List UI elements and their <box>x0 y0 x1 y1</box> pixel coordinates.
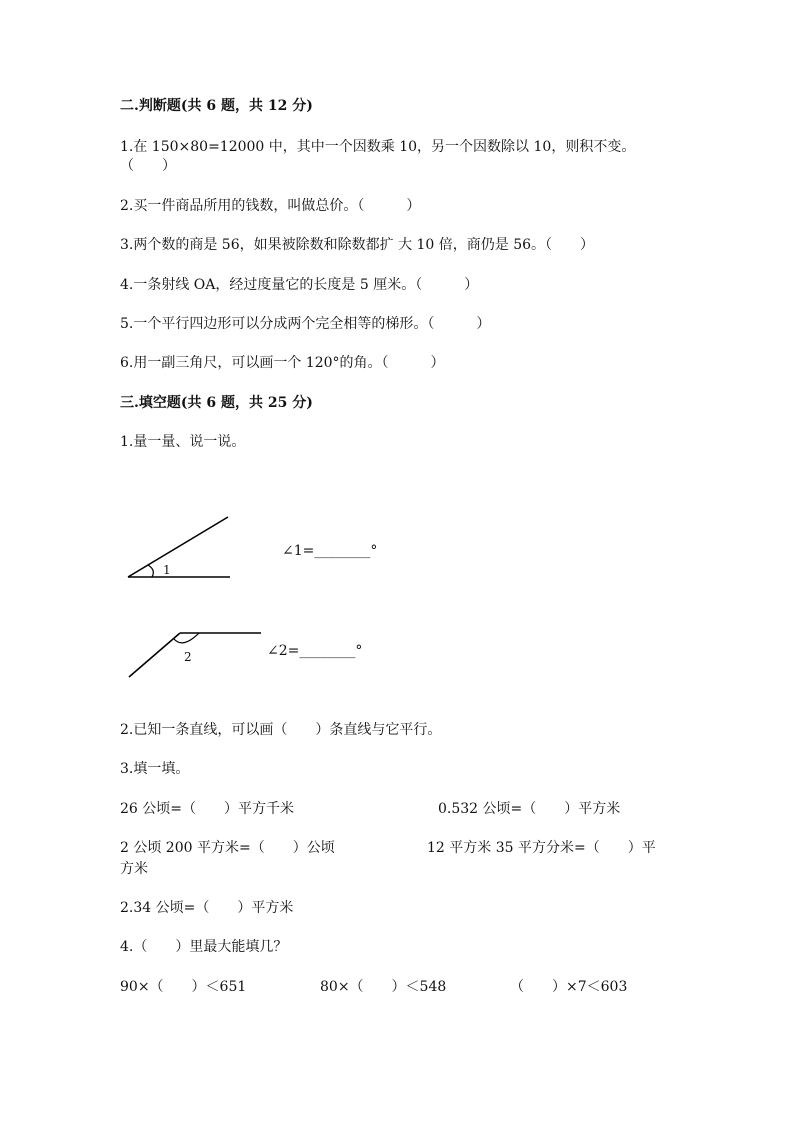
s3-question-4: 4.（ ）里最大能填几？ <box>120 939 288 955</box>
s2-question-1-line2: （ ） <box>120 158 176 174</box>
s2-question-6: 6.用一副三角尺，可以画一个 120°的角。（ ） <box>120 355 445 371</box>
s3-q3-item-d-line2: 方米 <box>120 861 148 877</box>
angle-1-figure <box>120 512 240 582</box>
section3-heading: 三.填空题(共 6 题，共 25 分) <box>120 395 313 411</box>
s2-question-1-line1: 1.在 150×80=12000 中，其中一个因数乘 10，另一个因数除以 10，则积不变。 <box>120 139 636 155</box>
s3-q3-item-e: 2.34 公顷=（ ）平方米 <box>120 900 294 916</box>
section2-heading: 二.判断题(共 6 题，共 12 分) <box>120 98 313 114</box>
s2-question-3: 3.两个数的商是 56，如果被除数和除数都扩 大 10 倍，商仍是 56。（ ） <box>120 237 595 253</box>
angle-1-mark: 1 <box>163 563 171 577</box>
angle-2-mark: 2 <box>184 650 192 664</box>
s3-question-3: 3.填一填。 <box>120 761 190 777</box>
s3-q4-item-a: 90×（ ）＜651 <box>120 979 247 995</box>
s3-question-2: 2.已知一条直线，可以画（ ）条直线与它平行。 <box>120 722 442 738</box>
s2-question-4: 4.一条射线 OA，经过度量它的长度是 5 厘米。（ ） <box>120 277 479 293</box>
s3-q3-item-d-line1: 12 平方米 35 平方分米=（ ）平 <box>427 840 656 856</box>
s3-q3-item-a: 26 公顷=（ ）平方千米 <box>120 801 294 817</box>
s3-q4-item-c: （ ）×7＜603 <box>510 979 628 995</box>
angle-1-answer: ∠1=________° <box>282 543 378 559</box>
angle-2-figure <box>125 627 270 682</box>
s3-q3-item-b: 0.532 公顷=（ ）平方米 <box>438 801 621 817</box>
s2-question-2: 2.买一件商品所用的钱数，叫做总价。（ ） <box>120 198 421 214</box>
s3-question-1: 1.量一量、说一说。 <box>120 434 246 450</box>
s2-question-5: 5.一个平行四边形可以分成两个完全相等的梯形。（ ） <box>120 316 491 332</box>
s3-q4-item-b: 80×（ ）＜548 <box>320 979 447 995</box>
angle-2-answer: ∠2=________° <box>267 643 363 659</box>
s3-q3-item-c: 2 公顷 200 平方米=（ ）公顷 <box>120 840 335 856</box>
